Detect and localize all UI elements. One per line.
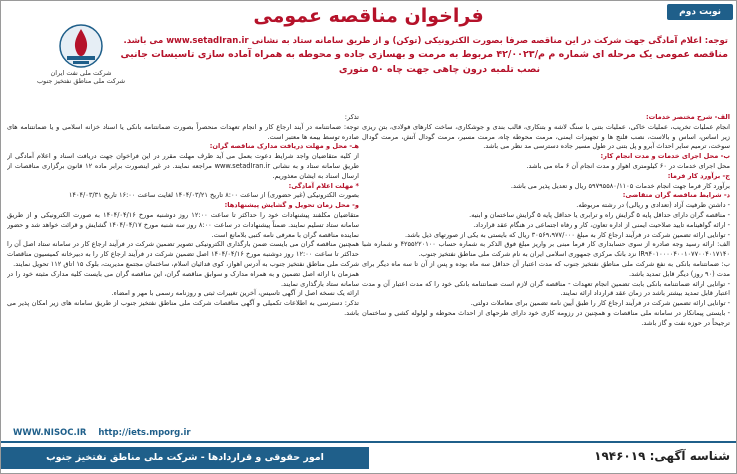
paragraph: محل اجرای خدمات در ۶۰ کیلومتری اهواز و مدت انجام آن ۶ ماه می باشد. [526, 161, 730, 170]
logo-text-1: شرکت ملی نفت ایران [50, 69, 112, 77]
paragraph: ارائه یک نسخه اصل از آگهی تاسیس، آخرین تغییرات ثبتی و روزنامه رسمی با مهر و امضاء. [111, 289, 359, 298]
paragraph: الف: ارائه رسید وجه صادره از سوی حسابداری کار فرما مبنی بر واریز مبلغ فوق الذکر به شماره حساب ۴۲۵۵۲۲۰۱۰۰ و شماره شبا IR۹۴۰۱۰۰۰۰۴۰۰۱۰۷۷۰۰۴۰۱۷۱۴۰ نزد بانک مرکزی جمهوری اسلامی ایران به نام شرکت ملی مناطق نفتخیز جنوب. [362, 240, 730, 259]
footer-bar [1, 441, 736, 473]
paragraph: بصورت الکترونیکی (غیر حضوری) از ساعت ۸:۰۰ تاریخ ۱۴۰۴/۰۳/۲۱ لغایت ساعت ۱۶:۰۰ تاریخ ۱۴۰۴/۰۳/۳۱ [68, 191, 359, 200]
notice-id: شناسه آگهی: ۱۹۴۶۰۱۹ [594, 449, 730, 463]
paragraph: - توانایی ارائه ضمانتنامه بانکی بابت تضمین انجام تعهدات - مناقصه گران لازم است ضمانتنامه بانکی خود را که مدت اعتبار آن و مدت اعتبار قابل تمدید بیشتر باشد در زمان عقد قرارداد ارائه نمایند. [362, 279, 730, 298]
header-line-3: نصب تلمبه درون چاهی جهت چاه ۵۰ متوری [338, 64, 541, 75]
paragraph: انجام عملیات تخریب، عملیات خاکی، عملیات بتنی با سنگ لاشه و بتنکاری، قالب بندی و جوشکاری، ساخت کارهای فولادی، بتن ریزی زیر اساس، اساس و بالاست، نصب فلنج ها و تجهیزات ایمنی، مرمت محوطه چاه، مرمت مسیر، مرمت گودال آتش، مرمت گودال سوخت، ترمیم سایر احداث آبرو و پل بتنی در طول مسیر جاده دسترسی مد نظر می باشد. [362, 122, 730, 151]
section-heading: و- محل زمان تحویل و گشایش پیشنهادها: [224, 201, 359, 210]
edition-badge: نوبت دوم [667, 4, 733, 20]
section-heading: هـ- محل و مهلت دریافت مدارک مناقصه گران: [209, 142, 359, 151]
paragraph: همزمان با ارائه اصل تضمین و به همراه مدارک و سوابق مناقصه گران، این مناقصه گران می بایست کلیه مدارک مثبته خود را در سامانه ستاد بارگذاری نمایند. [7, 269, 359, 288]
paragraph: - مناقصه گران دارای حداقل پایه ۵ گرایش راه و ترابری یا حداقل پایه ۵ گرایش ساختمان و ابنیه. [469, 210, 730, 219]
paragraph: ب: ضمانتنامه بانکی به نفع شرکت ملی مناطق نفتخیز جنوب که مدت اعتبار آن حداقل سه ماه بوده و پس از آن تا سه ماه دیگر برای مدت (۹۰ روز) دیگر قابل تمدید باشد. [362, 259, 730, 278]
logo-text-2: شرکت ملی مناطق نفتخیز جنوب [36, 77, 126, 85]
right-text-column [362, 113, 730, 441]
notice-title: فراخوان مناقصه عمومی [253, 5, 484, 27]
paragraph: - توانایی ارائه تضمین شرکت در فرآیند ارجاع کار به مبلغ ۳۰۵۶۹،۹۷۷/۰۰۰ ریال که بایستی به یکی از صورتهای ذیل باشد. [404, 230, 730, 239]
paragraph: - توانایی ارائه تضمین شرکت در فرآیند ارجاع کار را طبق آیین نامه تضمین برای معاملات دولتی. [470, 299, 730, 308]
left-text-column [7, 113, 359, 441]
header-line-1: توجه: اعلام آمادگی جهت شرکت در این مناقصه صرفا بصورت الکترونیکی (توکن) و از طریق سامانه ستاد به نشانی www.setadIran.ir می باشد. [123, 36, 728, 46]
paragraph: متقاضیان مکلفند پیشنهادات خود را حداکثر تا ساعت ۱۲:۰۰ روز دوشنبه مورخ ۱۴۰۴/۰۴/۱۶ به صورت الکترونیکی و از طریق سامانه ستاد تسلیم نمایند. ضمناً پیشنهادات در ساعت ۸:۰۰ روز سه شنبه مورخ ۱۴۰۴/۰۴/۱۷ گشایش و قرائت خواهد شد و حضور نماینده مناقصه گران با معرفی نامه کتبی بلامانع است. [7, 210, 359, 239]
section-heading: الف- شرح مختصر خدمات: [645, 113, 730, 121]
website-links [13, 428, 357, 439]
iets-link[interactable]: http://iets.mporg.ir [98, 428, 191, 438]
section-heading: د- شرایط مناقصه گران متقاضی: [622, 191, 730, 200]
section-heading: ج- برآورد کار فرما: [667, 171, 730, 180]
section-heading: * مهلت اعلام آمادگی: [288, 181, 359, 190]
paragraph: - ارائه گواهینامه تایید صلاحیت ایمنی از اداره تعاون، کار و رفاه اجتماعی در هنگام عقد قرارداد. [473, 220, 730, 229]
paragraph: - داشتن ظرفیت آزاد (تعدادی و ریالی) در رشته مربوطه. [576, 201, 730, 210]
section-heading: ب- محل اجرای خدمات و مدت انجام کار: [600, 152, 730, 161]
paragraph: توجه: ضمانتنامه در آیند ارجاع کار و انجام تعهدات منحصراً بصورت ضمانتنامه بانکی یا اسناد خزانه اسلامی و یا ضمانتنامه های صادره توسط بیمه ها معتبر است. [7, 122, 359, 141]
header-lines [120, 35, 728, 78]
paragraph: از کلیه متقاضیان واجد شرایط دعوت بعمل می آید ظرف مهلت مقرر در این فراخوان جهت دریافت اسناد و اعلام آمادگی از طریق سامانه ستاد و به نشانی www.setadIran.ir مراجعه نمایند. در غیر اینصورت برابر ماده ۱۲ قانون برگزاری مناقصات از ارسال اسناد به ایشان معذوریم. [7, 152, 359, 180]
footer-company: امور حقوقی و قراردادها - شرکت ملی مناطق نفتخیز جنوب [1, 447, 369, 469]
paragraph: تذکر: دسترسی به اطلاعات تکمیلی و آگهی مناقصات شرکت ملی مناطق نفتخیز جنوب از طریق سامانه های زیر امکان پذیر می باشد. [7, 299, 359, 317]
paragraph: برآورد کار فرما جهت انجام خدمات ۵۹۷۹۵۵۸۰/۱۱۰۵ ریال و تعدیل پذیر می باشد. [510, 181, 730, 190]
nioc-emblem-icon [51, 23, 111, 69]
header-line-2: مناقصه عمومی یک مرحله ای شماره م م/۴۲/۰۰۲۳ مربوط به مرمت و بهسازی جاده و محوطه به همراه آماده سازی تاسیسات جانبی [120, 49, 728, 60]
paragraph: تذکر: [344, 113, 359, 121]
paragraph: - بایستی پیمانکار در سامانه ملی مناقصات و همچنین در رزومه کاری خود دارای طرحهای از احداث محوطه و لولوله کشی و ساختمان ترجیحاً در حوزه نفت و گاز باشد. [362, 308, 730, 327]
nisoc-link[interactable]: WWW.NISOC.IR [13, 428, 87, 438]
paragraph: همچنین مناقصه گران می بایست ضمن بارگذاری الکترونیکی تصویر تضمین شرکت در فرآیند ارجاع کار در سامانه ستاد اصل آن را حداکثر تا ساعت ۱۲:۰۰ روز دوشنبه مورخ ۱۴۰۴/۰۴/۱۶ اصل تضمین شرکت در فرآیند ارجاع کار را به دبیرخانه کمیسیون مناقصات شرکت ملی مناطق نفتخیز جنوب به آدرس اهواز، کوی فدائیان اسلام، ساختمان مجتمع مدیریت، بلوک ۱۵ اتاق ۱۱۲ تحویل نمایند. [7, 240, 359, 268]
